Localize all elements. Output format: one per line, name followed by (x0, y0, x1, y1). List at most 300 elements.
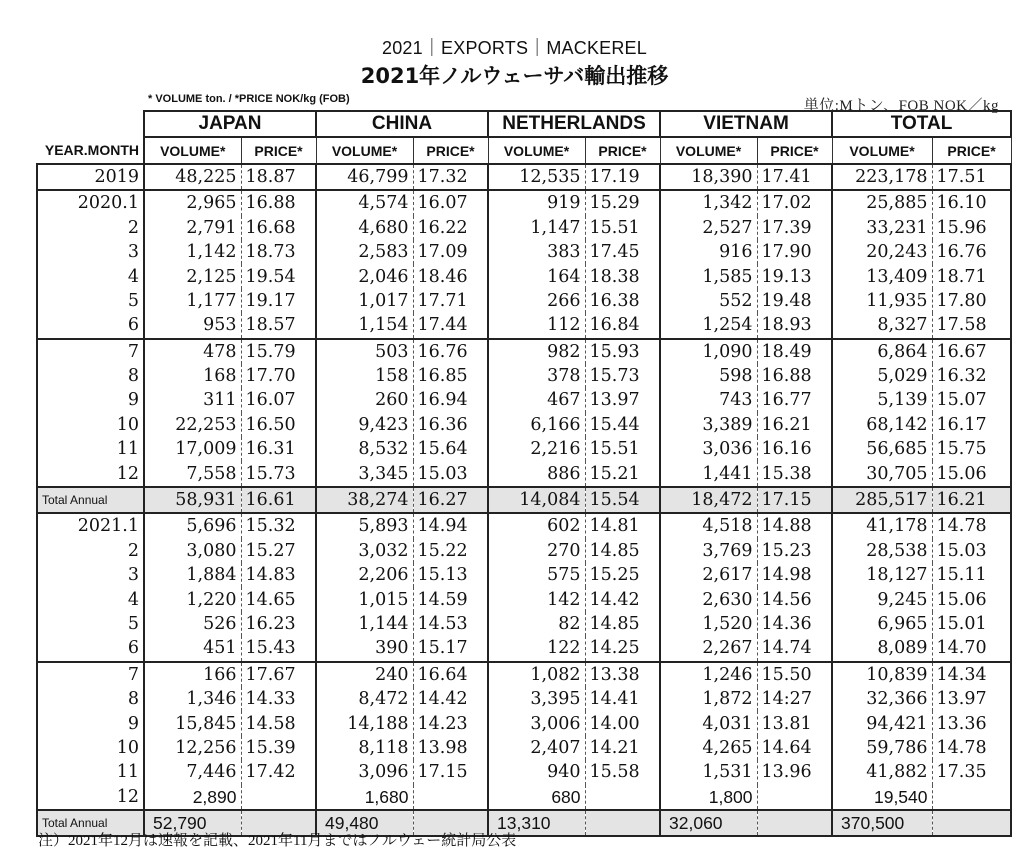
netherlands-price-cell: 15.51 (585, 437, 660, 461)
china-price-cell: 16.94 (413, 388, 488, 412)
total-volume-cell: 6,965 (832, 612, 932, 636)
vietnam-volume-cell: 1,872 (660, 687, 757, 711)
netherlands-price-cell: 13.97 (585, 388, 660, 412)
total-volume-cell: 11,935 (832, 289, 932, 313)
japan-volume-cell: 3,080 (144, 539, 241, 563)
japan-volume-cell: 2,125 (144, 264, 241, 288)
total-price-cell (932, 810, 1011, 836)
china-price-cell: 14.53 (413, 612, 488, 636)
price-header: PRICE* (241, 137, 316, 163)
table-row (37, 539, 1011, 563)
year-month-cell: Total Annual (37, 487, 144, 513)
vietnam-volume-cell: 32,060 (660, 810, 757, 836)
total-volume-cell: 56,685 (832, 437, 932, 461)
total-price-cell: 15.01 (932, 612, 1011, 636)
japan-price-cell: 15.27 (241, 539, 316, 563)
vietnam-price-cell: 17.02 (757, 190, 832, 215)
vietnam-price-cell: 17.39 (757, 216, 832, 240)
vietnam-volume-cell: 2,267 (660, 636, 757, 661)
total-volume-cell: 19,540 (832, 785, 932, 810)
china-price-cell: 16.85 (413, 364, 488, 388)
units-note-english: * VOLUME ton. / *PRICE NOK/kg (FOB) (148, 93, 350, 105)
year-month-cell: 7 (37, 339, 144, 364)
year-month-cell: 9 (37, 388, 144, 412)
table-row (37, 711, 1011, 735)
row-2021-12-preliminary (37, 785, 1011, 810)
total-price-cell: 14.70 (932, 636, 1011, 661)
china-volume-cell: 14,188 (316, 711, 413, 735)
vietnam-price-cell: 16.88 (757, 364, 832, 388)
netherlands-price-cell: 14.42 (585, 587, 660, 611)
japan-price-cell: 16.23 (241, 612, 316, 636)
japan-volume-cell: 1,177 (144, 289, 241, 313)
volume-header: VOLUME* (316, 137, 413, 163)
total-volume-cell: 10,839 (832, 662, 932, 687)
netherlands-price-cell (585, 785, 660, 810)
china-price-cell: 16.07 (413, 190, 488, 215)
vietnam-volume-cell: 598 (660, 364, 757, 388)
table-row (37, 736, 1011, 760)
title-english: 2021｜EXPORTS｜MACKEREL (382, 38, 647, 58)
china-volume-cell: 46,799 (316, 164, 413, 190)
netherlands-volume-cell: 919 (488, 190, 585, 215)
vietnam-volume-cell: 3,036 (660, 437, 757, 461)
netherlands-volume-cell: 2,407 (488, 736, 585, 760)
year-month-cell: 2 (37, 539, 144, 563)
netherlands-volume-cell: 3,395 (488, 687, 585, 711)
table-row (37, 413, 1011, 437)
japan-price-cell: 17.42 (241, 760, 316, 784)
vietnam-price-cell: 14:27 (757, 687, 832, 711)
table-row (37, 240, 1011, 264)
netherlands-price-cell: 17.19 (585, 164, 660, 190)
header-japan: JAPAN (144, 111, 316, 137)
japan-price-cell: 18.87 (241, 164, 316, 190)
total-price-cell: 17.80 (932, 289, 1011, 313)
japan-volume-cell: 1,142 (144, 240, 241, 264)
japan-volume-cell: 168 (144, 364, 241, 388)
footnote: 注）2021年12月は速報を記載、2021年11月まではノルウェー統計局公表 (38, 833, 517, 849)
china-volume-cell: 3,345 (316, 461, 413, 486)
japan-price-cell: 16.61 (241, 487, 316, 513)
netherlands-volume-cell: 6,166 (488, 413, 585, 437)
vietnam-price-cell: 15.50 (757, 662, 832, 687)
total-volume-cell: 41,178 (832, 513, 932, 538)
vietnam-volume-cell: 4,031 (660, 711, 757, 735)
table-row (37, 264, 1011, 288)
netherlands-price-cell: 15.29 (585, 190, 660, 215)
japan-price-cell: 14.65 (241, 587, 316, 611)
total-volume-cell: 41,882 (832, 760, 932, 784)
table-row (37, 662, 1011, 687)
china-price-cell: 16.76 (413, 339, 488, 364)
vietnam-price-cell: 18.49 (757, 339, 832, 364)
china-price-cell (413, 785, 488, 810)
total-price-cell: 14.78 (932, 513, 1011, 538)
total-annual-2020-row (37, 487, 1011, 513)
vietnam-volume-cell: 2,617 (660, 563, 757, 587)
total-price-cell (932, 785, 1011, 810)
netherlands-volume-cell: 886 (488, 461, 585, 486)
table-row (37, 364, 1011, 388)
netherlands-price-cell: 16.84 (585, 313, 660, 338)
china-price-cell: 17.15 (413, 760, 488, 784)
table-row (37, 513, 1011, 538)
china-price-cell: 15.13 (413, 563, 488, 587)
netherlands-volume-cell: 940 (488, 760, 585, 784)
vietnam-price-cell: 17.41 (757, 164, 832, 190)
total-volume-cell: 5,029 (832, 364, 932, 388)
total-price-cell: 15.07 (932, 388, 1011, 412)
netherlands-price-cell: 15.25 (585, 563, 660, 587)
japan-price-cell: 16.50 (241, 413, 316, 437)
year-month-cell: 4 (37, 587, 144, 611)
netherlands-price-cell: 18.38 (585, 264, 660, 288)
china-volume-cell: 3,096 (316, 760, 413, 784)
table-row (37, 339, 1011, 364)
netherlands-price-cell: 14.85 (585, 539, 660, 563)
total-volume-cell: 8,089 (832, 636, 932, 661)
table-row (37, 636, 1011, 661)
china-volume-cell: 158 (316, 364, 413, 388)
price-header: PRICE* (585, 137, 660, 163)
china-price-cell: 17.71 (413, 289, 488, 313)
table-row (37, 563, 1011, 587)
subheader-row (37, 137, 1011, 163)
year-month-cell: 4 (37, 264, 144, 288)
netherlands-volume-cell: 270 (488, 539, 585, 563)
japan-price-cell: 14.83 (241, 563, 316, 587)
japan-volume-cell: 2,791 (144, 216, 241, 240)
japan-volume-cell: 5,696 (144, 513, 241, 538)
japan-volume-cell: 22,253 (144, 413, 241, 437)
japan-volume-cell: 526 (144, 612, 241, 636)
year-month-cell: 7 (37, 662, 144, 687)
china-price-cell: 15.17 (413, 636, 488, 661)
netherlands-volume-cell: 164 (488, 264, 585, 288)
japan-price-cell: 19.54 (241, 264, 316, 288)
vietnam-volume-cell: 2,527 (660, 216, 757, 240)
china-volume-cell: 38,274 (316, 487, 413, 513)
total-price-cell: 17.58 (932, 313, 1011, 338)
vietnam-price-cell: 14.98 (757, 563, 832, 587)
japan-price-cell: 16.31 (241, 437, 316, 461)
netherlands-volume-cell: 122 (488, 636, 585, 661)
volume-header: VOLUME* (488, 137, 585, 163)
table-row (37, 190, 1011, 215)
vietnam-volume-cell: 1,520 (660, 612, 757, 636)
japan-price-cell: 15.32 (241, 513, 316, 538)
japan-price-cell: 14.58 (241, 711, 316, 735)
total-volume-cell: 223,178 (832, 164, 932, 190)
netherlands-volume-cell: 383 (488, 240, 585, 264)
japan-volume-cell: 478 (144, 339, 241, 364)
vietnam-volume-cell: 3,389 (660, 413, 757, 437)
china-volume-cell: 1,154 (316, 313, 413, 338)
vietnam-price-cell (757, 810, 832, 836)
year-month-cell: 12 (37, 785, 144, 810)
header-china: CHINA (316, 111, 488, 137)
total-price-cell: 16.32 (932, 364, 1011, 388)
japan-price-cell: 18.73 (241, 240, 316, 264)
china-price-cell: 15.03 (413, 461, 488, 486)
netherlands-price-cell: 14.00 (585, 711, 660, 735)
china-volume-cell: 1,680 (316, 785, 413, 810)
vietnam-price-cell: 15.38 (757, 461, 832, 486)
japan-volume-cell: 52,790 (144, 810, 241, 836)
total-volume-cell: 33,231 (832, 216, 932, 240)
netherlands-price-cell: 15.51 (585, 216, 660, 240)
netherlands-volume-cell: 378 (488, 364, 585, 388)
vietnam-volume-cell: 3,769 (660, 539, 757, 563)
china-volume-cell: 4,680 (316, 216, 413, 240)
japan-volume-cell: 48,225 (144, 164, 241, 190)
china-volume-cell: 2,046 (316, 264, 413, 288)
netherlands-volume-cell: 13,310 (488, 810, 585, 836)
total-volume-cell: 13,409 (832, 264, 932, 288)
vietnam-volume-cell: 1,342 (660, 190, 757, 215)
japan-volume-cell: 953 (144, 313, 241, 338)
china-volume-cell: 49,480 (316, 810, 413, 836)
china-volume-cell: 2,583 (316, 240, 413, 264)
japan-price-cell: 17.70 (241, 364, 316, 388)
china-volume-cell: 390 (316, 636, 413, 661)
netherlands-volume-cell: 266 (488, 289, 585, 313)
netherlands-volume-cell: 467 (488, 388, 585, 412)
year-month-cell: 5 (37, 612, 144, 636)
table-row (37, 216, 1011, 240)
year-month-cell: 2 (37, 216, 144, 240)
total-price-cell: 15.11 (932, 563, 1011, 587)
japan-price-cell: 17.67 (241, 662, 316, 687)
total-volume-cell: 5,139 (832, 388, 932, 412)
japan-price-cell: 16.68 (241, 216, 316, 240)
netherlands-volume-cell: 602 (488, 513, 585, 538)
netherlands-price-cell: 16.38 (585, 289, 660, 313)
china-volume-cell: 3,032 (316, 539, 413, 563)
netherlands-volume-cell: 575 (488, 563, 585, 587)
table-row (37, 461, 1011, 486)
netherlands-volume-cell: 3,006 (488, 711, 585, 735)
year-month-cell: 2020.1 (37, 190, 144, 215)
netherlands-price-cell: 14.85 (585, 612, 660, 636)
year-month-cell: Total Annual (37, 810, 144, 836)
units-note-japanese: 単位:Mトン、FOB NOK／kg (803, 98, 999, 114)
vietnam-volume-cell: 916 (660, 240, 757, 264)
china-price-cell: 16.36 (413, 413, 488, 437)
total-volume-cell: 28,538 (832, 539, 932, 563)
china-price-cell: 14.23 (413, 711, 488, 735)
price-header: PRICE* (932, 137, 1011, 163)
vietnam-price-cell: 14.88 (757, 513, 832, 538)
japan-volume-cell: 15,845 (144, 711, 241, 735)
table-row (37, 388, 1011, 412)
japan-volume-cell: 2,965 (144, 190, 241, 215)
japan-volume-cell: 451 (144, 636, 241, 661)
total-price-cell: 15.96 (932, 216, 1011, 240)
table-body (37, 164, 1011, 837)
vietnam-volume-cell: 2,630 (660, 587, 757, 611)
total-price-cell: 17.35 (932, 760, 1011, 784)
total-volume-cell: 8,327 (832, 313, 932, 338)
total-volume-cell: 285,517 (832, 487, 932, 513)
japan-volume-cell: 1,220 (144, 587, 241, 611)
japan-price-cell: 16.88 (241, 190, 316, 215)
vietnam-price-cell: 16.77 (757, 388, 832, 412)
total-price-cell: 18.71 (932, 264, 1011, 288)
volume-header: VOLUME* (144, 137, 241, 163)
japan-price-cell: 15.43 (241, 636, 316, 661)
table-row (37, 289, 1011, 313)
china-price-cell: 14.59 (413, 587, 488, 611)
netherlands-volume-cell: 982 (488, 339, 585, 364)
china-volume-cell: 2,206 (316, 563, 413, 587)
netherlands-volume-cell: 1,082 (488, 662, 585, 687)
header-vietnam: VIETNAM (660, 111, 832, 137)
vietnam-price-cell: 14.64 (757, 736, 832, 760)
japan-volume-cell: 1,346 (144, 687, 241, 711)
price-header: PRICE* (413, 137, 488, 163)
netherlands-price-cell: 14.21 (585, 736, 660, 760)
total-price-cell: 15.75 (932, 437, 1011, 461)
total-price-cell: 16.67 (932, 339, 1011, 364)
header-total: TOTAL (832, 111, 1011, 137)
china-volume-cell: 1,017 (316, 289, 413, 313)
china-price-cell: 15.64 (413, 437, 488, 461)
vietnam-price-cell: 17.90 (757, 240, 832, 264)
china-volume-cell: 4,574 (316, 190, 413, 215)
year-month-cell: 6 (37, 313, 144, 338)
japan-volume-cell: 1,884 (144, 563, 241, 587)
netherlands-volume-cell: 12,535 (488, 164, 585, 190)
table-row (37, 760, 1011, 784)
year-month-cell: 11 (37, 437, 144, 461)
row-2019 (37, 164, 1011, 190)
netherlands-price-cell: 15.58 (585, 760, 660, 784)
vietnam-price-cell: 14.74 (757, 636, 832, 661)
vietnam-volume-cell: 1,531 (660, 760, 757, 784)
china-volume-cell: 8,472 (316, 687, 413, 711)
total-volume-cell: 59,786 (832, 736, 932, 760)
china-price-cell: 17.09 (413, 240, 488, 264)
vietnam-volume-cell: 4,265 (660, 736, 757, 760)
total-volume-cell: 6,864 (832, 339, 932, 364)
china-volume-cell: 503 (316, 339, 413, 364)
vietnam-volume-cell: 18,472 (660, 487, 757, 513)
netherlands-volume-cell: 14,084 (488, 487, 585, 513)
volume-header: VOLUME* (832, 137, 932, 163)
title-japanese: 2021年ノルウェーサバ輸出推移 (360, 64, 669, 88)
table-row (37, 313, 1011, 338)
vietnam-volume-cell: 4,518 (660, 513, 757, 538)
vietnam-volume-cell: 1,254 (660, 313, 757, 338)
vietnam-volume-cell: 1,090 (660, 339, 757, 364)
china-price-cell: 16.22 (413, 216, 488, 240)
japan-volume-cell: 311 (144, 388, 241, 412)
japan-price-cell: 16.07 (241, 388, 316, 412)
china-volume-cell: 240 (316, 662, 413, 687)
table-row (37, 687, 1011, 711)
vietnam-volume-cell: 552 (660, 289, 757, 313)
year-month-cell: 8 (37, 687, 144, 711)
vietnam-price-cell: 14.56 (757, 587, 832, 611)
netherlands-price-cell: 14.25 (585, 636, 660, 661)
china-price-cell: 17.44 (413, 313, 488, 338)
japan-volume-cell: 7,558 (144, 461, 241, 486)
year-month-cell: 12 (37, 461, 144, 486)
total-price-cell: 17.51 (932, 164, 1011, 190)
netherlands-price-cell: 15.54 (585, 487, 660, 513)
china-price-cell: 14.94 (413, 513, 488, 538)
netherlands-volume-cell: 2,216 (488, 437, 585, 461)
year-month-cell: 10 (37, 413, 144, 437)
total-volume-cell: 9,245 (832, 587, 932, 611)
vietnam-price-cell (757, 785, 832, 810)
vietnam-volume-cell: 1,800 (660, 785, 757, 810)
netherlands-volume-cell: 142 (488, 587, 585, 611)
netherlands-price-cell (585, 810, 660, 836)
vietnam-volume-cell: 1,441 (660, 461, 757, 486)
year-month-cell: 11 (37, 760, 144, 784)
china-volume-cell: 8,532 (316, 437, 413, 461)
year-month-cell: 3 (37, 563, 144, 587)
total-volume-cell: 20,243 (832, 240, 932, 264)
vietnam-price-cell: 18.93 (757, 313, 832, 338)
japan-volume-cell: 58,931 (144, 487, 241, 513)
year-month-cell: 5 (37, 289, 144, 313)
china-volume-cell: 9,423 (316, 413, 413, 437)
vietnam-price-cell: 16.16 (757, 437, 832, 461)
total-price-cell: 15.03 (932, 539, 1011, 563)
china-price-cell: 16.27 (413, 487, 488, 513)
total-price-cell: 16.76 (932, 240, 1011, 264)
total-volume-cell: 94,421 (832, 711, 932, 735)
vietnam-price-cell: 16.21 (757, 413, 832, 437)
vietnam-price-cell: 17.15 (757, 487, 832, 513)
japan-price-cell: 19.17 (241, 289, 316, 313)
china-volume-cell: 5,893 (316, 513, 413, 538)
corner-blank (37, 111, 144, 137)
vietnam-price-cell: 15.23 (757, 539, 832, 563)
header-netherlands: NETHERLANDS (488, 111, 660, 137)
total-price-cell: 15.06 (932, 461, 1011, 486)
china-price-cell: 18.46 (413, 264, 488, 288)
year-month-cell: 6 (37, 636, 144, 661)
year-month-cell: 8 (37, 364, 144, 388)
netherlands-price-cell: 15.73 (585, 364, 660, 388)
netherlands-volume-cell: 1,147 (488, 216, 585, 240)
china-price-cell: 15.22 (413, 539, 488, 563)
total-price-cell: 16.10 (932, 190, 1011, 215)
total-volume-cell: 370,500 (832, 810, 932, 836)
total-volume-cell: 30,705 (832, 461, 932, 486)
china-price-cell: 14.42 (413, 687, 488, 711)
total-volume-cell: 18,127 (832, 563, 932, 587)
vietnam-price-cell: 13.81 (757, 711, 832, 735)
vietnam-volume-cell: 1,246 (660, 662, 757, 687)
total-price-cell: 13.97 (932, 687, 1011, 711)
japan-price-cell: 15.79 (241, 339, 316, 364)
china-volume-cell: 260 (316, 388, 413, 412)
year-month-cell: 2021.1 (37, 513, 144, 538)
table-row (37, 612, 1011, 636)
price-header: PRICE* (757, 137, 832, 163)
china-price-cell: 16.64 (413, 662, 488, 687)
country-header-row (37, 111, 1011, 137)
total-price-cell: 13.36 (932, 711, 1011, 735)
china-volume-cell: 1,144 (316, 612, 413, 636)
vietnam-volume-cell: 743 (660, 388, 757, 412)
